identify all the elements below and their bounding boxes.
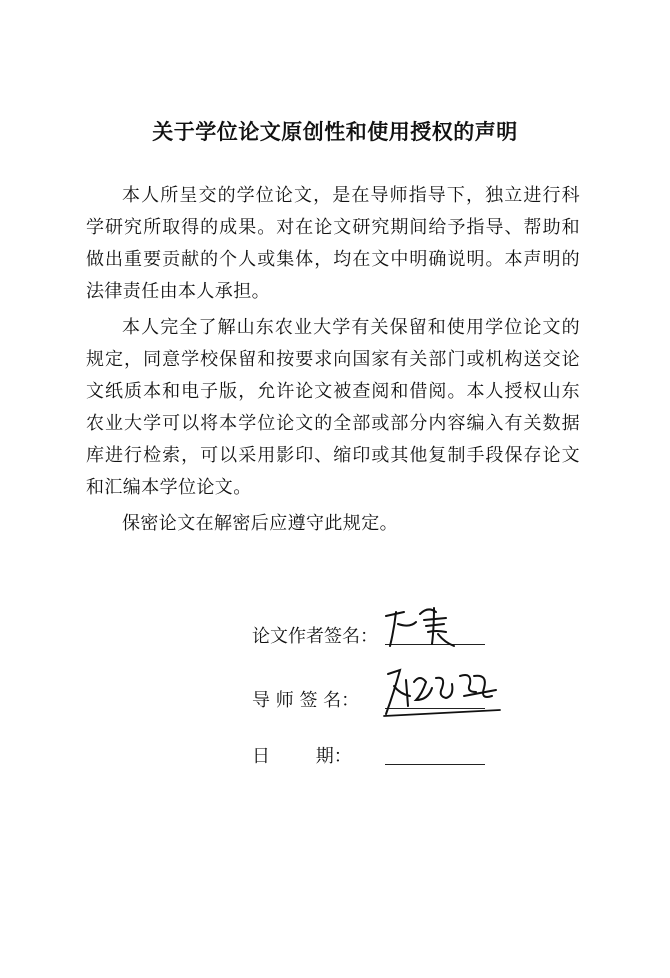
paragraph-authorization: 本人完全了解山东农业大学有关保留和使用学位论文的规定，同意学校保留和按要求向国家有关部门或机构送交论文纸质本和电子版，允许论文被查阅和借阅。本人授权山东农业大学可以将本学位论文的全部或部分内容编入有关数据库进行检索，可以采用影印、缩印或其他复制手段保存论文和汇编本学位论文。 xyxy=(86,317,580,498)
author-signature-row xyxy=(252,622,378,652)
author-signature-label: 论文作者签名： xyxy=(252,626,378,647)
date-line xyxy=(385,764,485,765)
author-handwritten-signature xyxy=(380,602,470,652)
advisor-handwritten-signature xyxy=(380,666,510,722)
page-title: 关于学位论文原创性和使用授权的声明 xyxy=(152,120,518,144)
declaration-body xyxy=(86,180,580,544)
advisor-signature-label: 导 师 签 名： xyxy=(252,690,360,711)
date-label: 日 期： xyxy=(252,746,352,767)
advisor-signature-row xyxy=(252,686,359,716)
paragraph-confidential: 保密论文在解密后应遵守此规定。 xyxy=(122,513,398,534)
date-row xyxy=(252,742,352,772)
paragraph-originality: 本人所呈交的学位论文，是在导师指导下，独立进行科学研究所取得的成果。对在论文研究期间给予指导、帮助和做出重要贡献的个人或集体，均在文中明确说明。本声明的法律责任由本人承担。 xyxy=(86,185,580,302)
